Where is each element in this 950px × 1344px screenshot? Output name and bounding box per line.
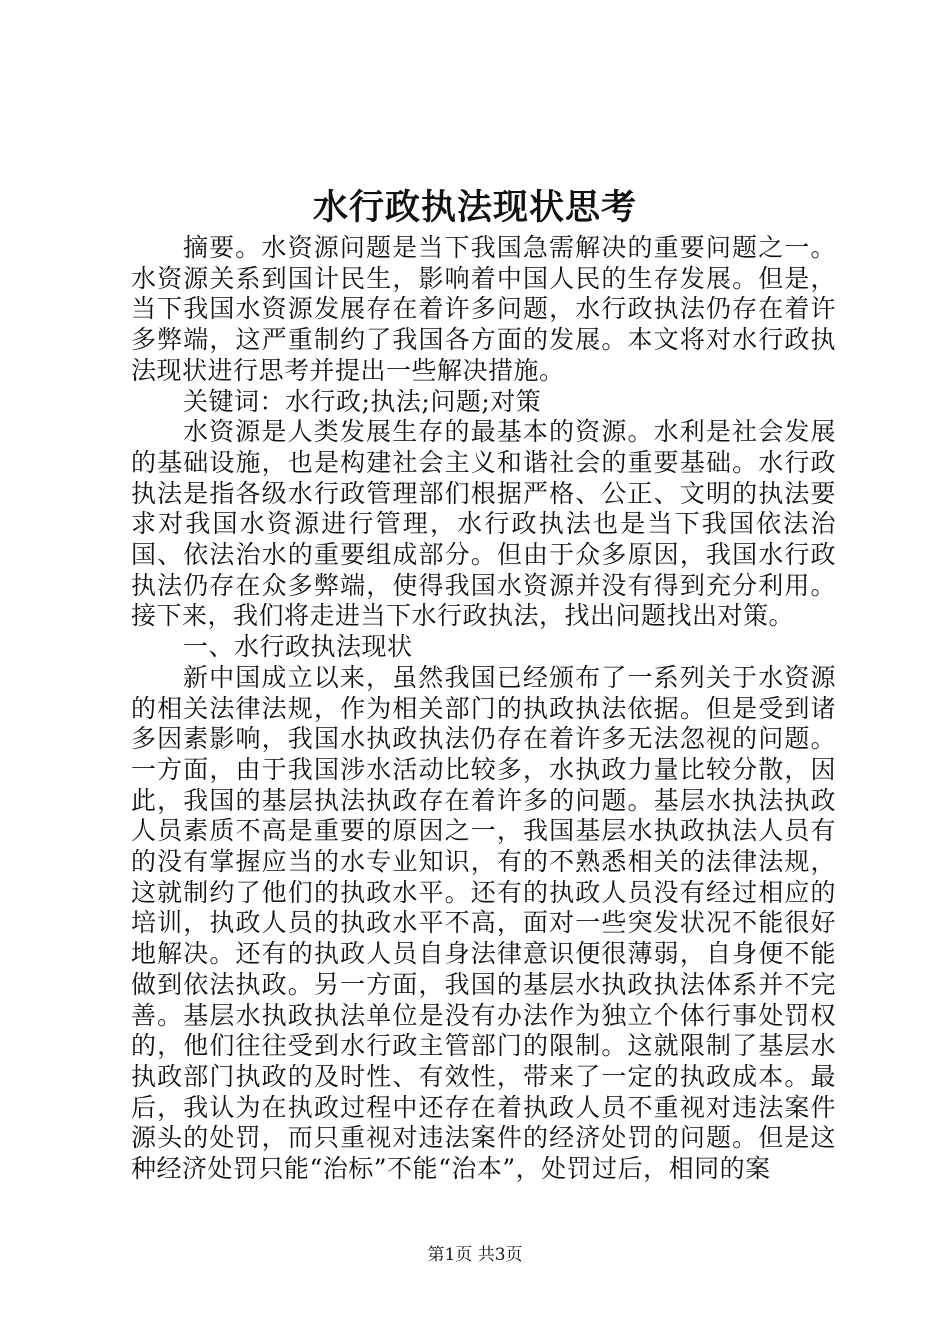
document-body [131,233,836,1185]
abstract-paragraph: 摘要。水资源问题是当下我国急需解决的重要问题之一。水资源关系到国计民生，影响着中国人民的生存发展。但是，当下我国水资源发展存在着许多问题，水行政执法仍存在着许多弊端，这严重制约了我国各方面的发展。本文将对水行政执法现状进行思考并提出一些解决措施。 [131,233,836,385]
document-title: 水行政执法现状思考 [312,187,637,228]
keywords-paragraph: 关键词：水行政;执法;问题;对策 [183,386,542,416]
intro-paragraph: 水资源是人类发展生存的最基本的资源。水利是社会发展的基础设施，也是构建社会主义和谐社会的重要基础。水行政执法是指各级水行政管理部们根据严格、公正、文明的执法要求对我国水资源进行管理，水行政执法也是当下我国依法治国、依法治水的重要组成部分。但由于众多原因，我国水行政执法仍存在众多弊端，使得我国水资源并没有得到充分利用。接下来，我们将走进当下水行政执法，找出问题找出对策。 [131,417,836,631]
section-paragraph: 新中国成立以来，虽然我国已经颁布了一系列关于水资源的相关法律法规，作为相关部门的执政执法依据。但是受到诸多因素影响，我国水执政执法仍存在着许多无法忽视的问题。一方面，由于我国涉水活动比较多，水执政力量比较分散，因此，我国的基层执法执政存在着许多的问题。基层水执法执政人员素质不高是重要的原因之一，我国基层水执政执法人员有的没有掌握应当的水专业知识，有的不熟悉相关的法律法规，这就制约了他们的执政水平。还有的执政人员没有经过相应的培训，执政人员的执政水平不高，面对一些突发状况不能很好地解决。还有的执政人员自身法律意识便很薄弱，自身便不能做到依法执政。另一方面，我国的基层水执政执法体系并不完善。基层水执政执法单位是没有办法作为独立个体行事处罚权的，他们往往受到水行政主管部门的限制。这就限制了基层水执政部门执政的及时性、有效性，带来了一定的执政成本。最后，我认为在执政过程中还存在着执政人员不重视对违法案件源头的处罚，而只重视对违法案件的经济处罚的问题。但是这种经济处罚只能“治标”不能“治本”，处罚过后，相同的案 [131,662,836,1184]
page-number-footer: 第1页 共3页 [427,1245,523,1265]
section-heading: 一、水行政执法现状 [183,632,413,662]
